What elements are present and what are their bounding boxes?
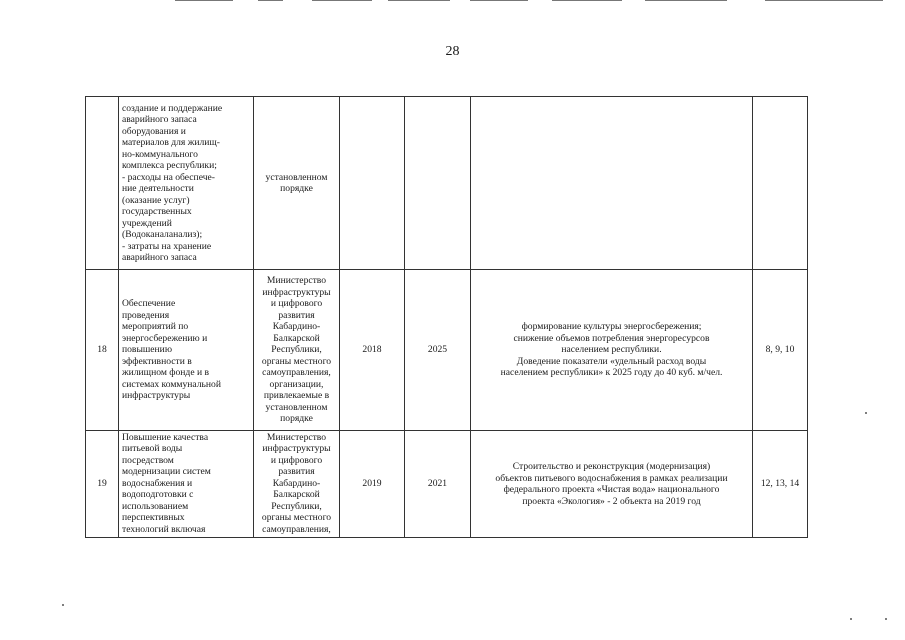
activity-name-cell: создание и поддержание аварийного запаса оборудования и материалов для жилищ- но-коммунального комплекса республики; - расходы на обеспече- ние деятельности (оказание услуг) государственных учреждений (Водоканаланализ); - затраты на хранение аварийного запаса — [119, 97, 254, 270]
scan-line — [765, 0, 883, 1]
table-row — [86, 97, 808, 270]
activity-name-cell: Обеспечение проведения мероприятий по энергосбережению и повышению эффективности в жилищном фонде и в системах коммунальной инфраструктуры — [119, 270, 254, 431]
row-number-cell — [86, 97, 119, 270]
page-number: 28 — [445, 44, 460, 59]
expected-result-cell: формирование культуры энергосбережения; снижение объемов потребления энергоресурсов населением республики. Доведение показатели «удельный расход воды населением республики» к 2025 году до 40 куб. м/чел. — [471, 270, 753, 431]
row-number-cell: 19 — [86, 431, 119, 538]
scan-line — [175, 0, 233, 1]
scan-speck — [62, 604, 64, 606]
end-year-cell: 2021 — [405, 431, 471, 538]
scan-line — [312, 0, 372, 1]
scan-line — [258, 0, 283, 1]
indicators-cell — [753, 97, 808, 270]
scan-line — [470, 0, 528, 1]
row-number-cell: 18 — [86, 270, 119, 431]
end-year-cell: 2025 — [405, 270, 471, 431]
scan-speck — [850, 618, 852, 620]
end-year-cell — [405, 97, 471, 270]
indicators-cell: 8, 9, 10 — [753, 270, 808, 431]
expected-result-cell — [471, 97, 753, 270]
executor-cell: установленном порядке — [254, 97, 340, 270]
program-table — [85, 96, 808, 538]
start-year-cell: 2019 — [340, 431, 405, 538]
scan-speck — [885, 618, 887, 620]
table-row — [86, 431, 808, 538]
executor-cell: Министерство инфраструктуры и цифрового развития Кабардино- Балкарской Республики, органы местного самоуправления, — [254, 431, 340, 538]
scan-speck — [865, 412, 867, 414]
scan-line — [552, 0, 622, 1]
scan-line — [645, 0, 727, 1]
scan-line — [388, 0, 450, 1]
executor-cell: Министерство инфраструктуры и цифрового развития Кабардино- Балкарской Республики, органы местного самоуправления, организации, привлекаемые в установленном порядке — [254, 270, 340, 431]
start-year-cell: 2018 — [340, 270, 405, 431]
indicators-cell: 12, 13, 14 — [753, 431, 808, 538]
expected-result-cell: Строительство и реконструкция (модернизация) объектов питьевого водоснабжения в рамках реализации федерального проекта «Чистая вода» национального проекта «Экология» - 2 объекта на 2019 год — [471, 431, 753, 538]
start-year-cell — [340, 97, 405, 270]
activity-name-cell: Повышение качества питьевой воды посредством модернизации систем водоснабжения и водоподготовки с использованием перспективных технологий включая — [119, 431, 254, 538]
table-row — [86, 270, 808, 431]
